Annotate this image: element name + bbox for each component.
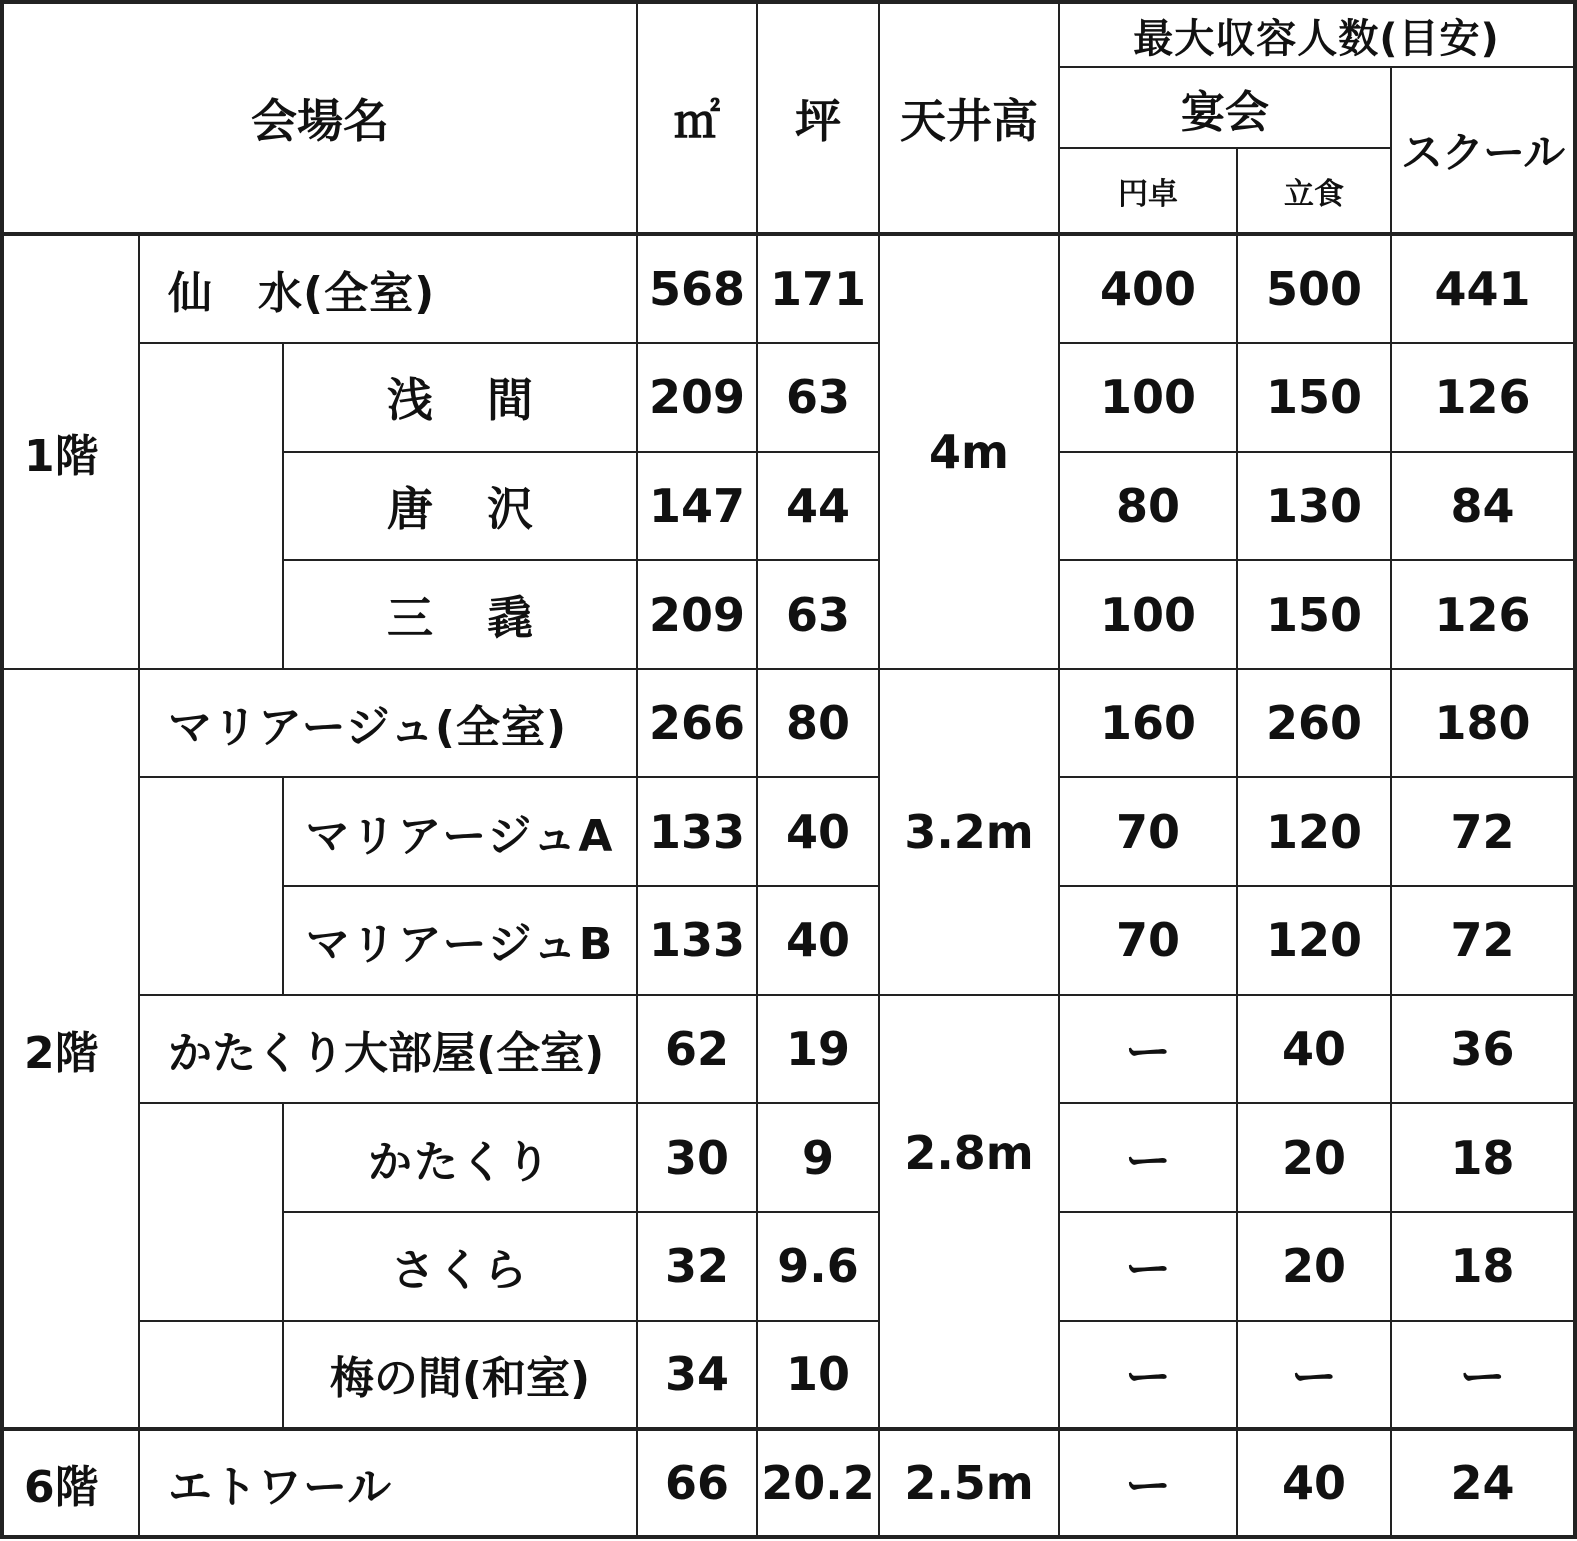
- school-capacity: 72: [1391, 777, 1574, 886]
- standing-capacity: 20: [1237, 1103, 1391, 1212]
- indent-spacer: [139, 1103, 283, 1212]
- area-sqm: 66: [637, 1429, 757, 1536]
- school-capacity: 126: [1391, 560, 1574, 669]
- floor-label-1f: 1階: [3, 234, 139, 669]
- area-sqm-header: ㎡: [637, 3, 757, 234]
- max-capacity-header: 最大収容人数(目安): [1059, 3, 1574, 67]
- round-table-capacity: ー: [1059, 1321, 1237, 1430]
- area-sqm: 266: [637, 669, 757, 778]
- indent-spacer: [139, 777, 283, 886]
- round-table-capacity: 80: [1059, 452, 1237, 561]
- round-table-capacity: 400: [1059, 234, 1237, 343]
- table-row: [3, 452, 1574, 561]
- area-sqm: 209: [637, 560, 757, 669]
- school-capacity: 441: [1391, 234, 1574, 343]
- ceiling-height: [879, 995, 1059, 1430]
- floor-label-6f: 6階: [3, 1429, 139, 1536]
- venue-name: マリアージュA: [283, 777, 637, 886]
- standing-capacity: 130: [1237, 452, 1391, 561]
- school-capacity: 18: [1391, 1103, 1574, 1212]
- ceiling-height-value: 2.8m: [904, 1125, 1034, 1180]
- school-capacity: 72: [1391, 886, 1574, 995]
- venue-name-header: 会場名: [3, 3, 637, 234]
- area-tsubo: 9.6: [757, 1212, 879, 1321]
- round-table-capacity: ー: [1059, 1103, 1237, 1212]
- school-capacity: ー: [1391, 1321, 1574, 1430]
- round-table-header: 円卓: [1059, 148, 1237, 235]
- venue-name: エトワール: [139, 1429, 637, 1536]
- table-row: [3, 995, 1574, 1104]
- standing-capacity: 500: [1237, 234, 1391, 343]
- area-tsubo: 63: [757, 343, 879, 452]
- indent-spacer: [139, 560, 283, 669]
- standing-capacity: 150: [1237, 560, 1391, 669]
- table-row: [3, 1429, 1574, 1536]
- table-row: [3, 777, 1574, 886]
- banquet-header: 宴会: [1059, 67, 1391, 147]
- venue-name: 三毳: [283, 560, 637, 669]
- round-table-capacity: 100: [1059, 343, 1237, 452]
- area-sqm: 62: [637, 995, 757, 1104]
- ceiling-height-header: 天井高: [879, 3, 1059, 234]
- indent-spacer: [139, 343, 283, 452]
- standing-capacity: 120: [1237, 777, 1391, 886]
- area-tsubo: 10: [757, 1321, 879, 1430]
- table-row: [3, 1212, 1574, 1321]
- school-header: スクール: [1391, 67, 1574, 234]
- area-tsubo: 40: [757, 777, 879, 886]
- school-capacity: 24: [1391, 1429, 1574, 1536]
- round-table-capacity: ー: [1059, 995, 1237, 1104]
- area-tsubo: 40: [757, 886, 879, 995]
- table-row: [3, 1103, 1574, 1212]
- standing-capacity: 150: [1237, 343, 1391, 452]
- table-row: [3, 886, 1574, 995]
- venue-name: さくら: [283, 1212, 637, 1321]
- standing-capacity: 40: [1237, 995, 1391, 1104]
- venue-name: 梅の間(和室): [283, 1321, 637, 1430]
- area-tsubo: 80: [757, 669, 879, 778]
- round-table-capacity: 70: [1059, 777, 1237, 886]
- venue-name: かたくり大部屋(全室): [139, 995, 637, 1104]
- area-sqm: 209: [637, 343, 757, 452]
- round-table-capacity: ー: [1059, 1429, 1237, 1536]
- round-table-capacity: 100: [1059, 560, 1237, 669]
- round-table-capacity: 160: [1059, 669, 1237, 778]
- area-tsubo: 9: [757, 1103, 879, 1212]
- table-row: [3, 343, 1574, 452]
- indent-spacer: [139, 1321, 283, 1430]
- standing-header: 立食: [1237, 148, 1391, 235]
- school-capacity: 18: [1391, 1212, 1574, 1321]
- area-tsubo: 20.2: [757, 1429, 879, 1536]
- standing-capacity: 260: [1237, 669, 1391, 778]
- area-sqm: 34: [637, 1321, 757, 1430]
- standing-capacity: 40: [1237, 1429, 1391, 1536]
- area-sqm: 568: [637, 234, 757, 343]
- round-table-capacity: ー: [1059, 1212, 1237, 1321]
- floor-label-2f: 2階: [3, 669, 139, 1429]
- venue-name: マリアージュB: [283, 886, 637, 995]
- venue-name: 仙 水(全室): [139, 234, 637, 343]
- school-capacity: 84: [1391, 452, 1574, 561]
- standing-capacity: 20: [1237, 1212, 1391, 1321]
- area-sqm: 133: [637, 777, 757, 886]
- area-tsubo: 171: [757, 234, 879, 343]
- header-row-1: [3, 3, 1574, 67]
- indent-spacer: [139, 886, 283, 995]
- standing-capacity: 120: [1237, 886, 1391, 995]
- ceiling-height: 4m: [879, 234, 1059, 669]
- ceiling-height: 2.5m: [879, 1429, 1059, 1536]
- venue-name: 浅間: [283, 343, 637, 452]
- table-row: [3, 1321, 1574, 1430]
- area-tsubo: 44: [757, 452, 879, 561]
- table-row: [3, 669, 1574, 778]
- area-sqm: 32: [637, 1212, 757, 1321]
- standing-capacity: ー: [1237, 1321, 1391, 1430]
- school-capacity: 180: [1391, 669, 1574, 778]
- area-tsubo: 19: [757, 995, 879, 1104]
- area-sqm: 147: [637, 452, 757, 561]
- area-tsubo: 63: [757, 560, 879, 669]
- table-row: [3, 560, 1574, 669]
- school-capacity: 126: [1391, 343, 1574, 452]
- area-sqm: 133: [637, 886, 757, 995]
- area-sqm: 30: [637, 1103, 757, 1212]
- area-tsubo-header: 坪: [757, 3, 879, 234]
- round-table-capacity: 70: [1059, 886, 1237, 995]
- venue-capacity-table: [2, 2, 1575, 1537]
- ceiling-height: 3.2m: [879, 669, 1059, 995]
- indent-spacer: [139, 1212, 283, 1321]
- venue-name: マリアージュ(全室): [139, 669, 637, 778]
- venue-name: 唐沢: [283, 452, 637, 561]
- school-capacity: 36: [1391, 995, 1574, 1104]
- venue-name: かたくり: [283, 1103, 637, 1212]
- indent-spacer: [139, 452, 283, 561]
- table-row: [3, 234, 1574, 343]
